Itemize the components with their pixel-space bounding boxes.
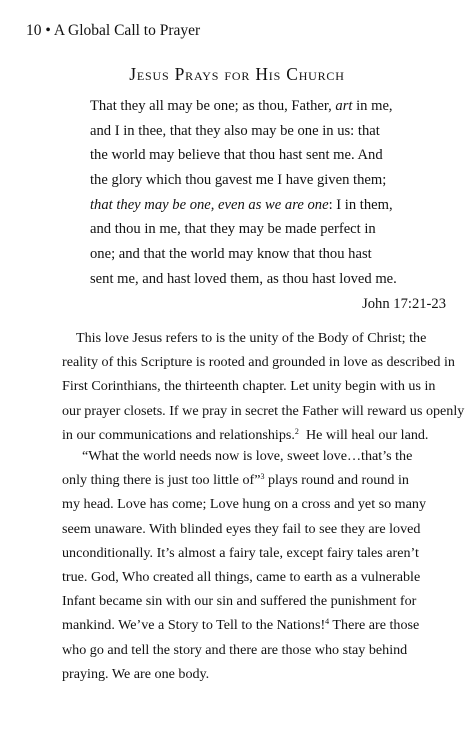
footnote-marker: 4 [325, 617, 330, 627]
verse-line: the world may believe that thou hast sent me. And [90, 147, 383, 164]
footnote-marker: 2 [294, 426, 299, 436]
paragraph-line: our prayer closets. If we pray in secret the Father will reward us openly [62, 402, 465, 419]
verse-line: and thou in me, that they may be made perfect in [90, 221, 376, 238]
paragraph-line: “What the world needs now is love, sweet love…that’s the [82, 448, 413, 464]
paragraph-line: Infant became sin with our sin and suffered the punishment for [62, 593, 417, 610]
paragraph-line: only thing there is just too little of”$^3$ plays round and round in [62, 472, 409, 489]
paragraph-line: seem unaware. With blinded eyes they fail to see they are loved [62, 520, 421, 537]
paragraph-line: First Corinthians, the thirteenth chapter. Let unity begin with us in [62, 378, 436, 395]
verse-line: that they may be one, even as we are one: I in them, [90, 196, 393, 213]
verse-line: the glory which thou gavest me I have given them; [90, 172, 387, 189]
paragraph-line: reality of this Scripture is rooted and grounded in love as described in [62, 354, 455, 371]
verse-line: and I in thee, that they also may be one in us: that [90, 122, 380, 139]
paragraph-line: unconditionally. It’s almost a fairy tale, except fairy tales aren’t [62, 544, 419, 561]
scripture-quote [90, 94, 446, 316]
paragraph-line: in our communications and relationships.$^2$ He will heal our land. [62, 426, 429, 443]
verse-line: one; and that the world may know that thou hast [90, 246, 372, 263]
body-paragraph [62, 444, 450, 686]
paragraph-line: true. God, Who created all things, came to earth as a vulnerable [62, 568, 421, 585]
paragraph-line: This love Jesus refers to is the unity of the Body of Christ; the [76, 330, 427, 346]
verse-emphasis: that they may be one, even as we are one [90, 196, 329, 213]
verse-line: That they all may be one; as thou, Father, art in me, [90, 98, 393, 114]
scripture-reference: John 17:21-23 [362, 295, 446, 312]
chapter-title: Jesus Prays for His Church [129, 64, 345, 84]
verse-emphasis: art [335, 98, 353, 114]
paragraph-line: my head. Love has come; Love hung on a cross and yet so many [62, 496, 426, 513]
paragraph-line: mankind. We’ve a Story to Tell to the Nations!$^4$ There are those [62, 617, 420, 634]
verse-line: sent me, and hast loved them, as thou hast loved me. [90, 270, 397, 287]
body-paragraph [62, 326, 465, 447]
paragraph-line: who go and tell the story and there are those who stay behind [62, 641, 408, 658]
running-head: 10 • A Global Call to Prayer [26, 22, 201, 39]
footnote-marker: 3 [260, 472, 265, 482]
paragraph-line: praying. We are one body. [62, 665, 210, 682]
